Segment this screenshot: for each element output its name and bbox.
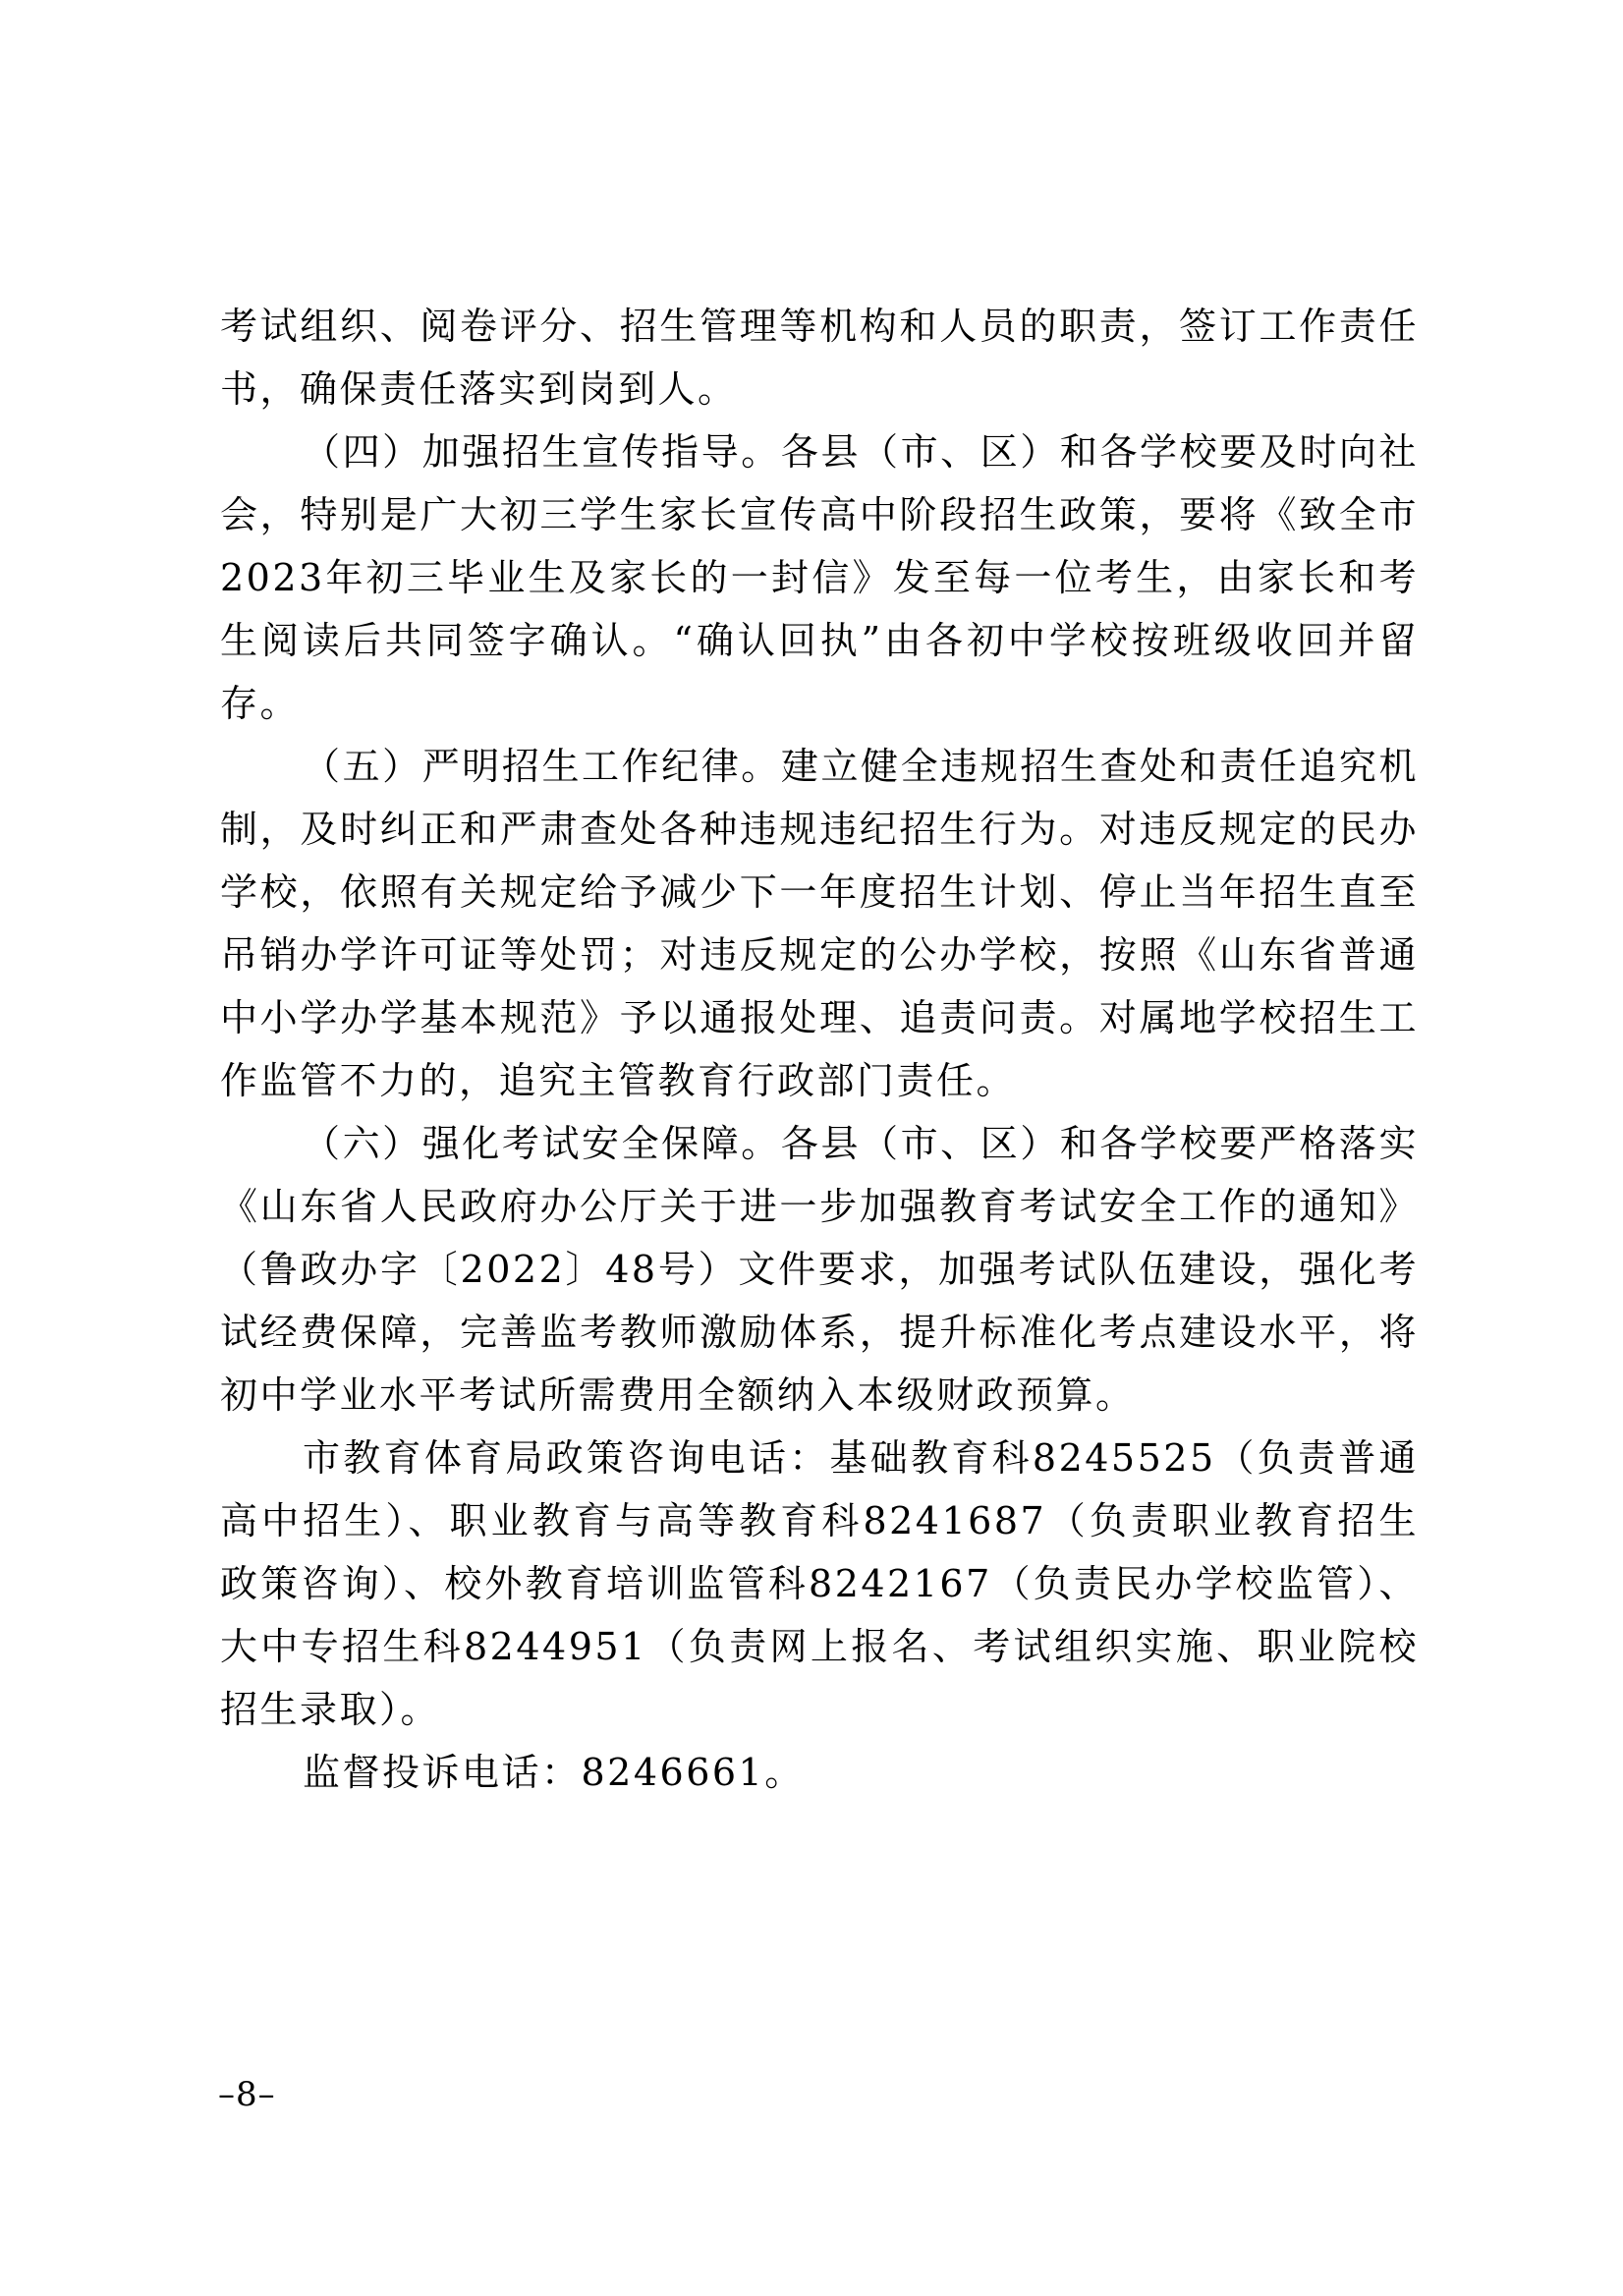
page-number: –8– (218, 2075, 276, 2114)
paragraph-exam-security: （六）强化考试安全保障。各县（市、区）和各学校要严格落实《山东省人民政府办公厅关于进一步加强教育考试安全工作的通知》（鲁政办字〔2022〕48号）文件要求，加强考试队伍建设，强化考试经费保障，完善监考教师激励体系，提升标准化考点建设水平，将初中学业水平考试所需费用全额纳入本级财政预算。 (220, 1122, 1419, 1417)
paragraph-complaint-hotline: 监督投诉电话：8246661。 (303, 1751, 805, 1794)
paragraph-duties-continuation: 考试组织、阅卷评分、招生管理等机构和人员的职责，签订工作责任书，确保责任落实到岗到人。 (220, 305, 1419, 411)
paragraph-enrollment-discipline: （五）严明招生工作纪律。建立健全违规招生查处和责任追究机制，及时纠正和严肃查处各种违规违纪招生行为。对违反规定的民办学校，依照有关规定给予减少下一年度招生计划、停止当年招生直至吊销办学许可证等处罚；对违反规定的公办学校，按照《山东省普通中小学办学基本规范》予以通报处理、追责问责。对属地学校招生工作监管不力的，追究主管教育行政部门责任。 (220, 745, 1419, 1102)
paragraph-publicity-guidance: （四）加强招生宣传指导。各县（市、区）和各学校要及时向社会，特别是广大初三学生家长宣传高中阶段招生政策，要将《致全市2023年初三毕业生及家长的一封信》发至每一位考生，由家长和考生阅读后共同签字确认。“确认回执”由各初中学校按班级收回并留存。 (220, 430, 1419, 725)
paragraph-policy-hotlines: 市教育体育局政策咨询电话：基础教育科8245525（负责普通高中招生）、职业教育与高等教育科8241687（负责职业教育招生政策咨询）、校外教育培训监管科8242167（负责民办学校监管）、大中专招生科8244951（负责网上报名、考试组织实施、职业院校招生录取）。 (220, 1436, 1419, 1731)
document-body (220, 295, 1419, 1804)
